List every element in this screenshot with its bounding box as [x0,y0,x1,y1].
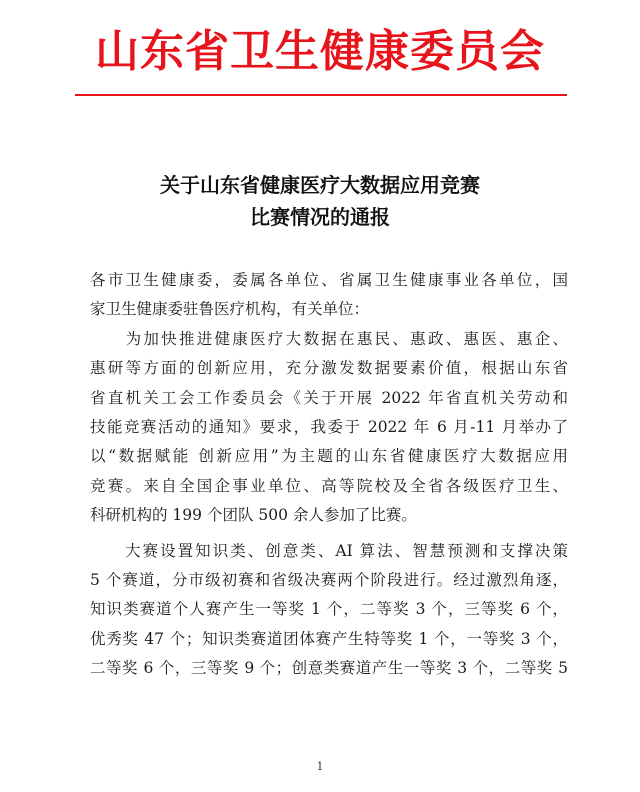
paragraph-2-line: 优秀奖 47 个；知识类赛道团体赛产生特等奖 1 个，一等奖 3 个， [90,629,568,648]
letterhead-title: 山东省卫生健康委员会 [95,26,545,77]
notice-title-line-2: 比赛情况的通报 [250,205,390,229]
paragraph-2-line: 大赛设置知识类、创意类、AI 算法、智慧预测和支撑决策 [90,541,568,560]
paragraph-1-line: 以“数据赋能 创新应用”为主题的山东省健康医疗大数据应用 [90,447,568,466]
paragraph-1-line: 省直机关工会工作委员会《关于开展 2022 年省直机关劳动和 [90,388,568,407]
notice-title-line-1: 关于山东省健康医疗大数据应用竞赛 [160,173,480,197]
paragraph-1-line: 科研机构的 199 个团队 500 余人参加了比赛。 [90,506,417,525]
letterhead-red-rule [75,94,567,96]
paragraph-2-line: 5 个赛道，分市级初赛和省级决赛两个阶段进行。经过激烈角逐， [90,570,568,589]
paragraph-1-line: 惠研等方面的创新应用，充分激发数据要素价值，根据山东省 [90,359,568,378]
paragraph-2-line: 知识类赛道个人赛产生一等奖 1 个，二等奖 3 个，三等奖 6 个， [90,600,568,619]
notice-body [90,266,568,683]
page-number: 1 [316,760,324,773]
addressee-line: 家卫生健康委驻鲁医疗机构，有关单位： [90,300,370,319]
paragraph-2-line: 二等奖 6 个，三等奖 9 个；创意类赛道产生一等奖 3 个，二等奖 5 [90,659,568,678]
paragraph-1-line: 为加快推进健康医疗大数据在惠民、惠政、惠医、惠企、 [90,329,568,348]
paragraph-1-line: 技能竞赛活动的通知》要求，我委于 2022 年 6 月-11 月举办了 [90,417,568,436]
paragraph-1-line: 竞赛。来自全国企事业单位、高等院校及全省各级医疗卫生、 [90,476,568,495]
addressee-line: 各市卫生健康委，委属各单位、省属卫生健康事业各单位，国 [90,271,568,289]
